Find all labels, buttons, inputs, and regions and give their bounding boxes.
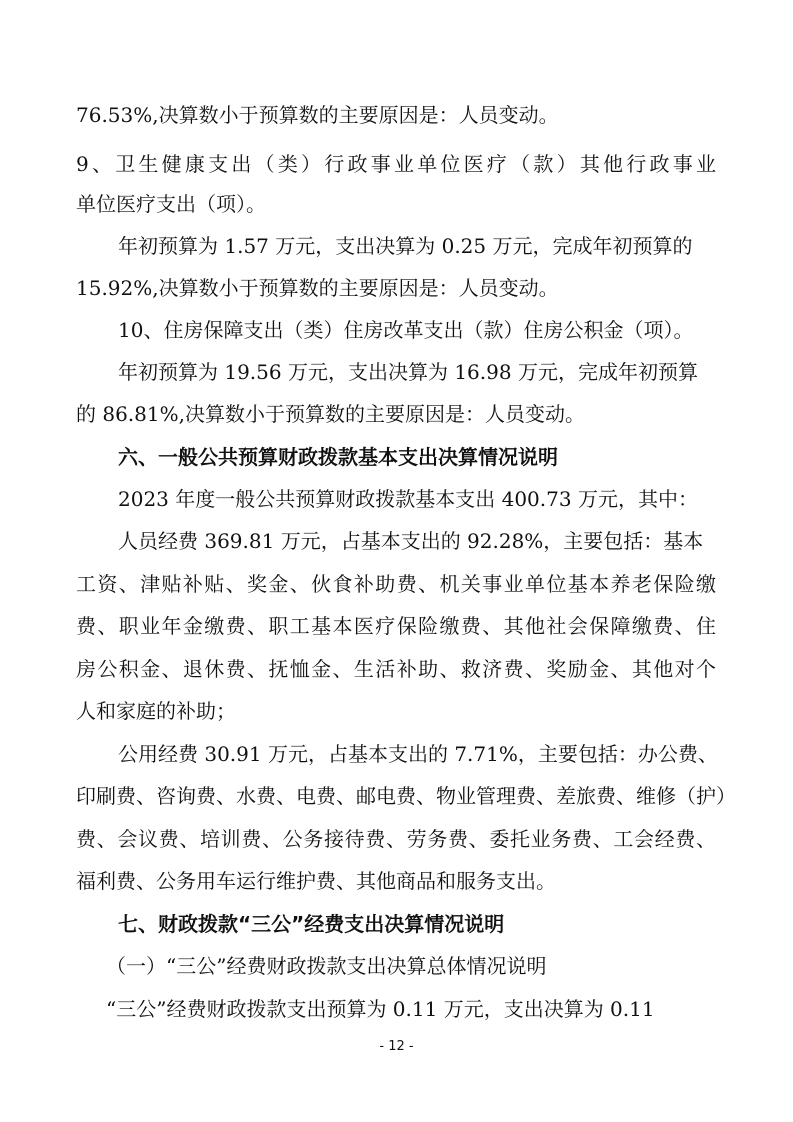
- paragraph-line: 费、会议费、培训费、公务接待费、劳务费、委托业务费、工会经费、: [76, 827, 716, 851]
- paragraph-line: 单位医疗支出（项）。: [76, 192, 266, 216]
- paragraph-line: 房公积金、退休费、抚恤金、生活补助、救济费、奖励金、其他对个: [76, 657, 716, 681]
- paragraph-line: 印刷费、咨询费、水费、电费、邮电费、物业管理费、差旅费、维修（护）: [76, 784, 736, 808]
- paragraph-line: 费、职业年金缴费、职工基本医疗保险缴费、其他社会保障缴费、住: [76, 614, 716, 638]
- paragraph-line: 福利费、公务用车运行维护费、其他商品和服务支出。: [76, 869, 556, 893]
- paragraph-line: 年初预算为 1.57 万元，支出决算为 0.25 万元，完成年初预算的: [118, 234, 693, 258]
- page-number: - 12 -: [379, 1039, 414, 1054]
- paragraph-line: “三公”经费财政拨款支出预算为 0.11 万元，支出决算为 0.11: [106, 997, 655, 1021]
- paragraph-line: 人员经费 369.81 万元，占基本支出的 92.28%，主要包括：基本: [118, 529, 704, 553]
- paragraph-line: 9、卫生健康支出（类）行政事业单位医疗（款）其他行政事业: [76, 152, 716, 176]
- paragraph-line: 公用经费 30.91 万元，占基本支出的 7.71%，主要包括：办公费、: [118, 742, 718, 766]
- section-heading-six: 六、一般公共预算财政拨款基本支出决算情况说明: [118, 445, 558, 469]
- paragraph-line: 2023 年度一般公共预算财政拨款基本支出 400.73 万元，其中：: [118, 487, 698, 511]
- section-heading-seven: 七、财政拨款“三公”经费支出决算情况说明: [118, 912, 505, 936]
- paragraph-line: 10、住房保障支出（类）住房改革支出（款）住房公积金（项）。: [118, 318, 694, 342]
- paragraph-line: 年初预算为 19.56 万元，支出决算为 16.98 万元，完成年初预算: [118, 360, 698, 384]
- subsection-heading: （一）“三公”经费财政拨款支出决算总体情况说明: [106, 954, 547, 978]
- paragraph-line: 76.53%,决算数小于预算数的主要原因是：人员变动。: [76, 103, 559, 127]
- paragraph-line: 的 86.81%,决算数小于预算数的主要原因是：人员变动。: [76, 402, 585, 426]
- paragraph-line: 工资、津贴补贴、奖金、伙食补助费、机关事业单位基本养老保险缴: [76, 572, 716, 596]
- paragraph-line: 15.92%,决算数小于预算数的主要原因是：人员变动。: [76, 276, 559, 300]
- paragraph-line: 人和家庭的补助；: [76, 699, 236, 723]
